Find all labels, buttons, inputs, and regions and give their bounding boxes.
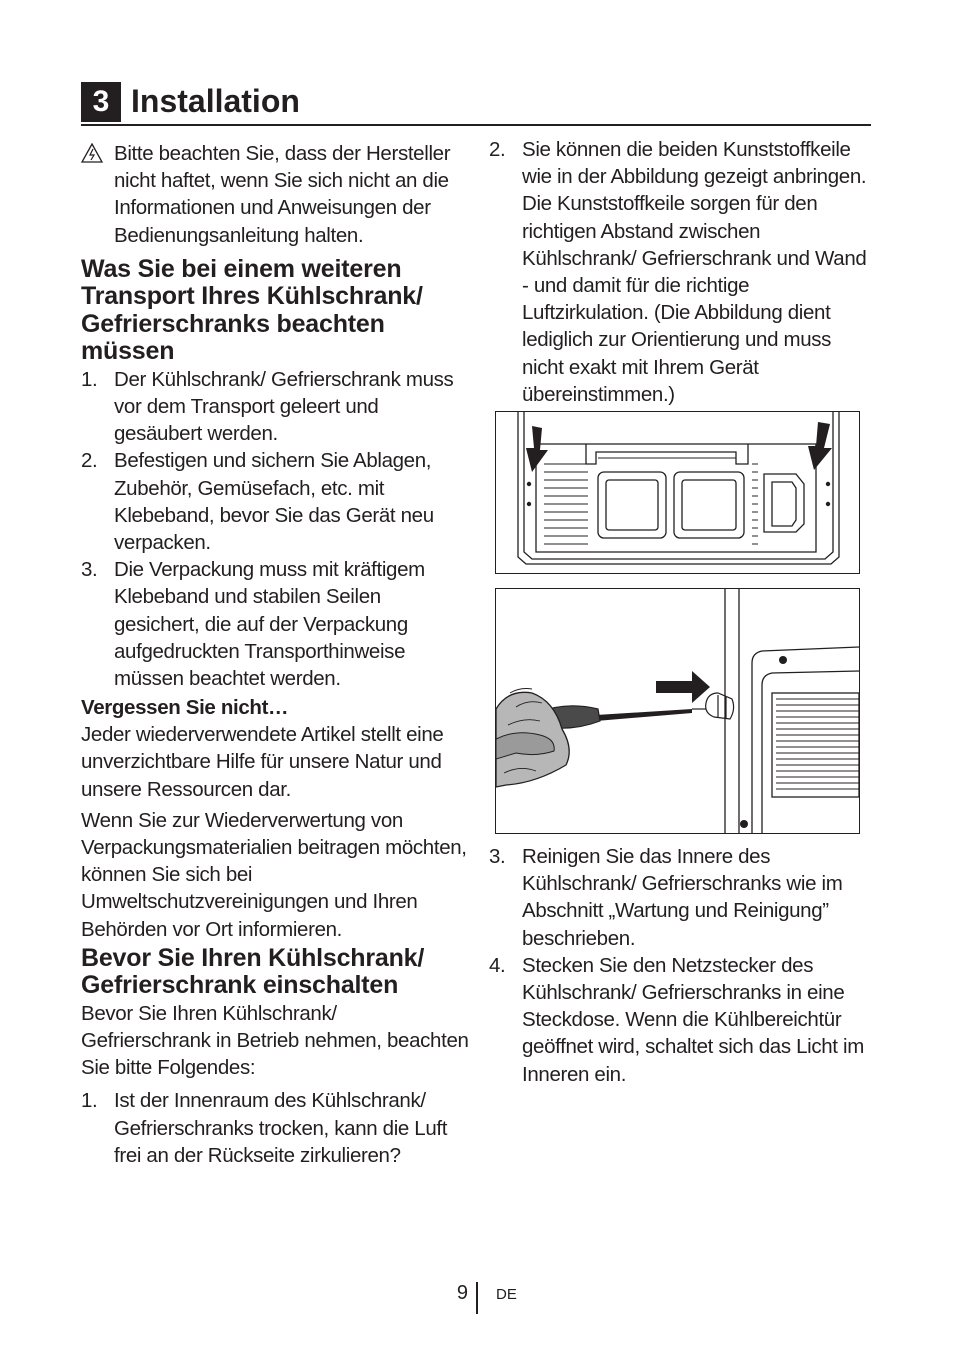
language-code: DE [496, 1286, 517, 1303]
list-text: Stecken Sie den Netzstecker des Kühlschrank/ Gefrierschranks in eine Steckdose. Wenn die Kühlbereichtür geöffnet wird, schaltet sich das Licht im Inneren ein. [522, 953, 864, 1086]
chapter-title: Installation [131, 83, 300, 119]
list-text: Der Kühlschrank/ Gefrierschrank muss vor dem Transport geleert und gesäubert werden. [114, 367, 454, 446]
list-item [81, 366, 471, 448]
list-number: 3. [81, 558, 98, 582]
list-item [81, 556, 471, 692]
list-number: 2. [489, 138, 506, 161]
list-text: Sie können die beiden Kunststoffkeile wie in der Abbildung gezeigt anbringen. Die Kunststoffkeile sorgen für den richtigen Abstand zwischen Kühlschrank/ Gefrierschrank und Wand - und damit für die richtige Luftzirkulation. (Die Abbildung dient lediglich zur Orientierung und muss nicht exakt mit Ihrem Gerät übereinstimmen.) [522, 138, 867, 406]
footer-divider [476, 1282, 478, 1314]
list-item [81, 1087, 471, 1169]
forget-paragraph-1: Jeder wiederverwendete Artikel stellt eine unverzichtbare Hilfe für unsere Natur und unsere Ressourcen dar. [81, 723, 444, 801]
transport-heading: Was Sie bei einem weiteren Transport Ihres Kühlschrank/ Gefrierschranks beachten müssen [81, 254, 423, 366]
list-item [489, 952, 873, 1088]
fridge-back-figure [495, 411, 860, 574]
list-number: 1. [81, 367, 98, 391]
chapter-header [81, 80, 871, 126]
list-item [489, 136, 873, 408]
list-text: Befestigen und sichern Sie Ablagen, Zubehör, Gemüsefach, etc. mit Klebeband, bevor Sie das Gerät neu verpacken. [114, 449, 434, 555]
list-number: 1. [81, 1089, 98, 1113]
steps-list-bottom [489, 843, 873, 1088]
before-paragraph: Bevor Sie Ihren Kühlschrank/ Gefrierschrank in Betrieb nehmen, beachten Sie bitte Folgendes: [81, 1001, 469, 1080]
left-column [81, 140, 471, 1169]
right-column-bottom [489, 843, 873, 1088]
list-number: 4. [489, 953, 506, 977]
list-number: 2. [81, 449, 98, 473]
list-text: Reinigen Sie das Innere des Kühlschrank/ Gefrierschranks wie im Abschnitt „Wartung und Reinigung” beschrieben. [522, 845, 843, 950]
screwdriver-illustration [496, 589, 859, 833]
warning-text: Bitte beachten Sie, dass der Hersteller nicht haftet, wenn Sie sich nicht an die Informationen und Anweisungen der Bedienungsanleitung halten. [114, 142, 451, 247]
before-heading: Bevor Sie Ihren Kühlschrank/ Gefrierschrank einschalten [81, 943, 425, 1000]
right-column-top [489, 136, 873, 408]
forget-heading: Vergessen Sie nicht… [81, 696, 289, 720]
chapter-number: 3 [81, 82, 121, 122]
list-item [489, 843, 873, 952]
before-list [81, 1087, 471, 1169]
fridge-back-illustration [496, 412, 859, 573]
warning-icon [81, 143, 103, 163]
page-number: 9 [456, 1282, 468, 1304]
steps-list-top [489, 136, 873, 408]
warning-note [81, 140, 471, 249]
list-text: Die Verpackung muss mit kräftigem Klebeband und stabilen Seilen gesichert, die auf der Verpackung aufgedruckten Transporthinweise müssen beachtet werden. [114, 558, 425, 691]
list-text: Ist der Innenraum des Kühlschrank/ Gefrierschranks trocken, kann die Luft frei an der Rückseite zirkulieren? [114, 1089, 448, 1167]
screwdriver-figure [495, 588, 860, 834]
list-number: 3. [489, 845, 506, 868]
forget-paragraph-2: Wenn Sie zur Wiederverwertung von Verpackungsmaterialien beitragen möchten, können Sie sich bei Umweltschutzvereinigungen und Ihren Behörden vor Ort informieren. [81, 808, 467, 941]
transport-list [81, 366, 471, 692]
list-item [81, 447, 471, 556]
